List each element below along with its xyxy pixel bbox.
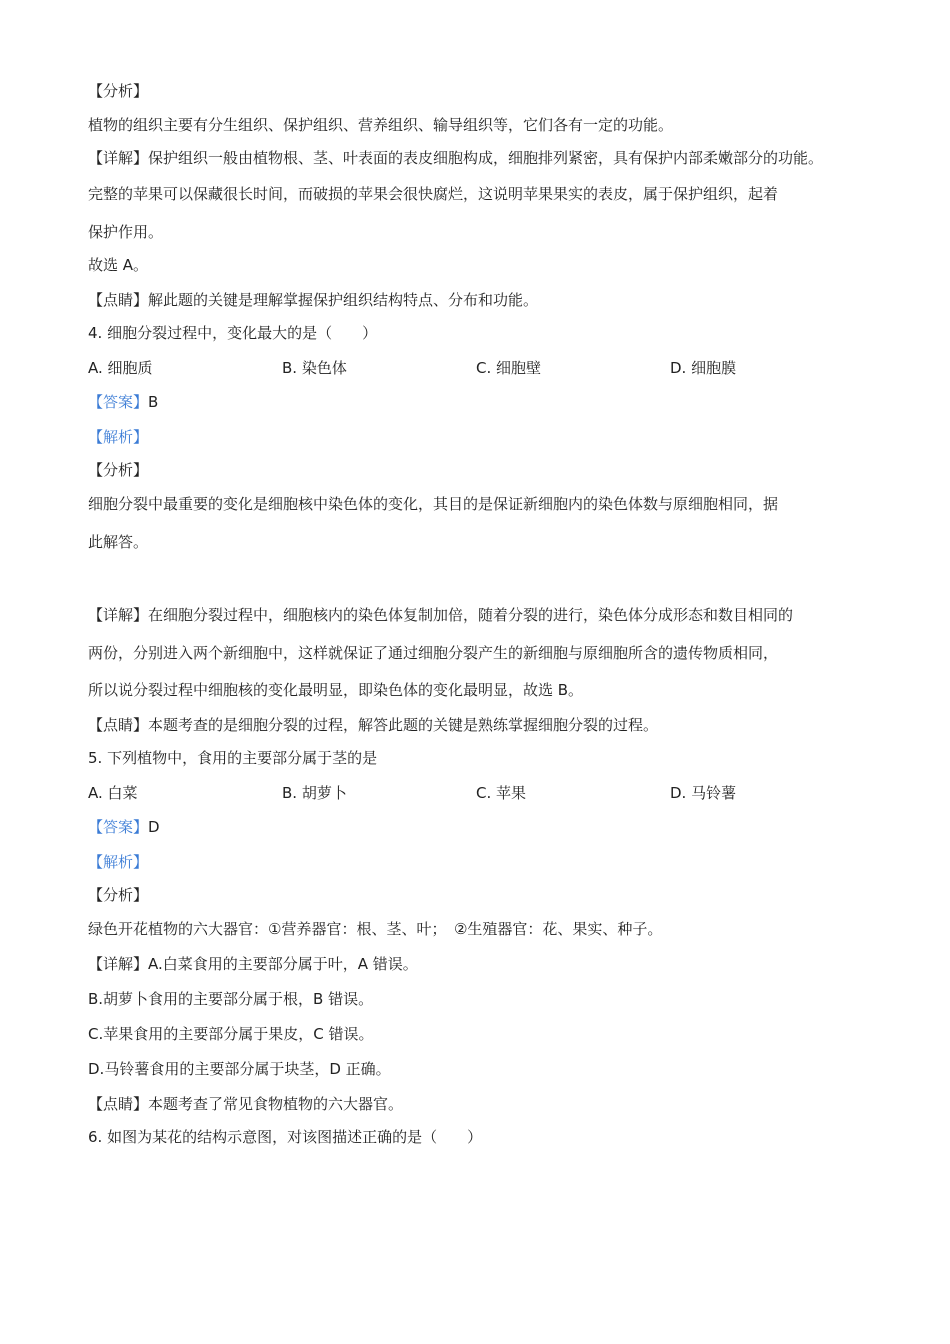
q5-option-b: B. 胡萝卜	[282, 784, 347, 802]
q5-option-c: C. 苹果	[476, 784, 527, 802]
q5-detail-d: D.马铃薯食用的主要部分属于块茎，D 正确。	[88, 1060, 391, 1078]
q5-explain-tag: 【解析】	[88, 853, 149, 871]
q4-option-a: A. 细胞质	[88, 359, 153, 377]
q5-analysis-text: 绿色开花植物的六大器官：①营养器官：根、茎、叶； ②生殖器官：花、果实、种子。	[88, 920, 663, 938]
q4-analysis-line1: 细胞分裂中最重要的变化是细胞核中染色体的变化，其目的是保证新细胞内的染色体数与原细胞相同，据	[88, 495, 779, 513]
q3-detail-line2: 完整的苹果可以保藏很长时间，而破损的苹果会很快腐烂，这说明苹果果实的表皮，属于保护组织，起着	[88, 185, 779, 203]
q4-analysis-line2: 此解答。	[88, 533, 149, 551]
q3-detail-line3: 保护作用。	[88, 223, 164, 241]
q4-answer	[88, 392, 158, 412]
q4-comment	[88, 715, 658, 735]
q5-answer	[88, 817, 160, 837]
q4-detail-text1: 在细胞分裂过程中，细胞核内的染色体复制加倍，随着分裂的进行，染色体分成形态和数目相同的	[148, 606, 794, 624]
q5-analysis-heading: 【分析】	[88, 886, 149, 904]
q3-detail-text1: 保护组织一般由植物根、茎、叶表面的表皮细胞构成，细胞排列紧密，具有保护内部柔嫩部分的功能。	[148, 149, 824, 167]
q4-answer-tag: 【答案】	[88, 393, 149, 411]
q4-option-b: B. 染色体	[282, 359, 347, 377]
q5-detail-tag: 【详解】	[88, 955, 149, 973]
q5-answer-value: D	[148, 818, 160, 836]
q6-question: 6. 如图为某花的结构示意图，对该图描述正确的是（ ）	[88, 1128, 483, 1146]
q5-comment-text: 本题考查了常见食物植物的六大器官。	[148, 1095, 404, 1113]
q4-option-c: C. 细胞壁	[476, 359, 542, 377]
q4-option-d: D. 细胞膜	[670, 359, 737, 377]
q5-option-d: D. 马铃薯	[670, 784, 737, 802]
q4-comment-tag: 【点睛】	[88, 716, 149, 734]
q4-detail-line1	[88, 605, 793, 625]
q4-detail-line3: 所以说分裂过程中细胞核的变化最明显，即染色体的变化最明显，故选 B。	[88, 681, 584, 699]
q5-comment-tag: 【点睛】	[88, 1095, 149, 1113]
q4-comment-text: 本题考查的是细胞分裂的过程，解答此题的关键是熟练掌握细胞分裂的过程。	[148, 716, 659, 734]
q5-answer-tag: 【答案】	[88, 818, 149, 836]
q4-answer-value: B	[148, 393, 159, 411]
q3-comment	[88, 290, 538, 310]
q3-comment-tag: 【点睛】	[88, 291, 149, 309]
q3-choice: 故选 A。	[88, 256, 149, 274]
q5-detail-a	[88, 954, 418, 974]
q5-detail-b: B.胡萝卜食用的主要部分属于根，B 错误。	[88, 990, 374, 1008]
q4-question: 4. 细胞分裂过程中，变化最大的是（ ）	[88, 324, 378, 342]
q4-detail-tag: 【详解】	[88, 606, 149, 624]
q3-analysis-text: 植物的组织主要有分生组织、保护组织、营养组织、输导组织等，它们各有一定的功能。	[88, 116, 674, 134]
q4-detail-line2: 两份，分别进入两个新细胞中，这样就保证了通过细胞分裂产生的新细胞与原细胞所含的遗传物质相同，	[88, 644, 779, 662]
q5-question: 5. 下列植物中，食用的主要部分属于茎的是	[88, 749, 378, 767]
q3-analysis-heading: 【分析】	[88, 82, 149, 100]
q3-detail-tag: 【详解】	[88, 149, 149, 167]
q5-detail-a-text: A.白菜食用的主要部分属于叶，A 错误。	[148, 955, 418, 973]
q3-detail-line1	[88, 148, 823, 168]
q5-detail-c: C.苹果食用的主要部分属于果皮，C 错误。	[88, 1025, 374, 1043]
q4-analysis-heading: 【分析】	[88, 461, 149, 479]
q3-comment-text: 解此题的关键是理解掌握保护组织结构特点、分布和功能。	[148, 291, 539, 309]
q5-option-a: A. 白菜	[88, 784, 138, 802]
q5-comment	[88, 1094, 403, 1114]
q4-explain-tag: 【解析】	[88, 428, 149, 446]
